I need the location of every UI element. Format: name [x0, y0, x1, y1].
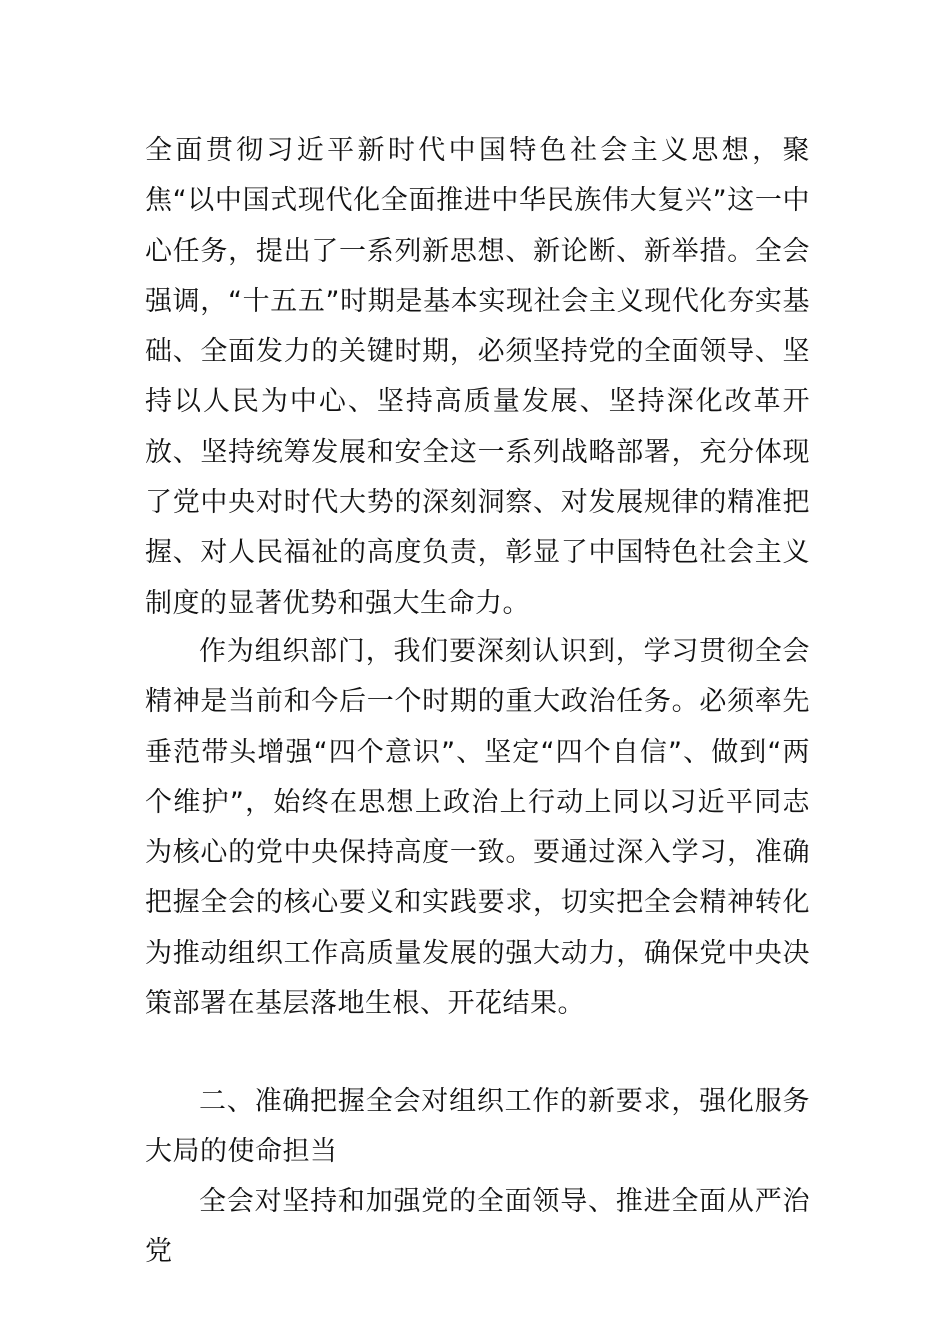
body-paragraph-continuation: 全面贯彻习近平新时代中国特色社会主义思想，聚焦“以中国式现代化全面推进中华民族伟大复兴”这一中心任务，提出了一系列新思想、新论断、新举措。全会强调，“十五五”时期是基本实现社会主义现代化夯实基础、全面发力的关键时期，必须坚持党的全面领导、坚持以人民为中心、坚持高质量发展、坚持深化改革开放、坚持统筹发展和安全这一系列战略部署，充分体现了党中央对时代大势的深刻洞察、对发展规律的精准把握、对人民福祉的高度负责，彰显了中国特色社会主义制度的显著优势和强大生命力。 — [145, 135, 810, 619]
body-paragraph-section-two: 全会对坚持和加强党的全面领导、推进全面从严治党 — [145, 1186, 810, 1268]
section-heading: 二、准确把握全会对组织工作的新要求，强化服务大局的使命担当 — [145, 1086, 810, 1168]
body-paragraph-organization-role: 作为组织部门，我们要深刻认识到，学习贯彻全会精神是当前和今后一个时期的重大政治任务。必须率先垂范带头增强“四个意识”、坚定“四个自信”、做到“两个维护”，始终在思想上政治上行动上同以习近平同志为核心的党中央保持高度一致。要通过深入学习，准确把握全会的核心要义和实践要求，切实把全会精神转化为推动组织工作高质量发展的强大动力，确保党中央决策部署在基层落地生根、开花结果。 — [145, 636, 810, 1020]
